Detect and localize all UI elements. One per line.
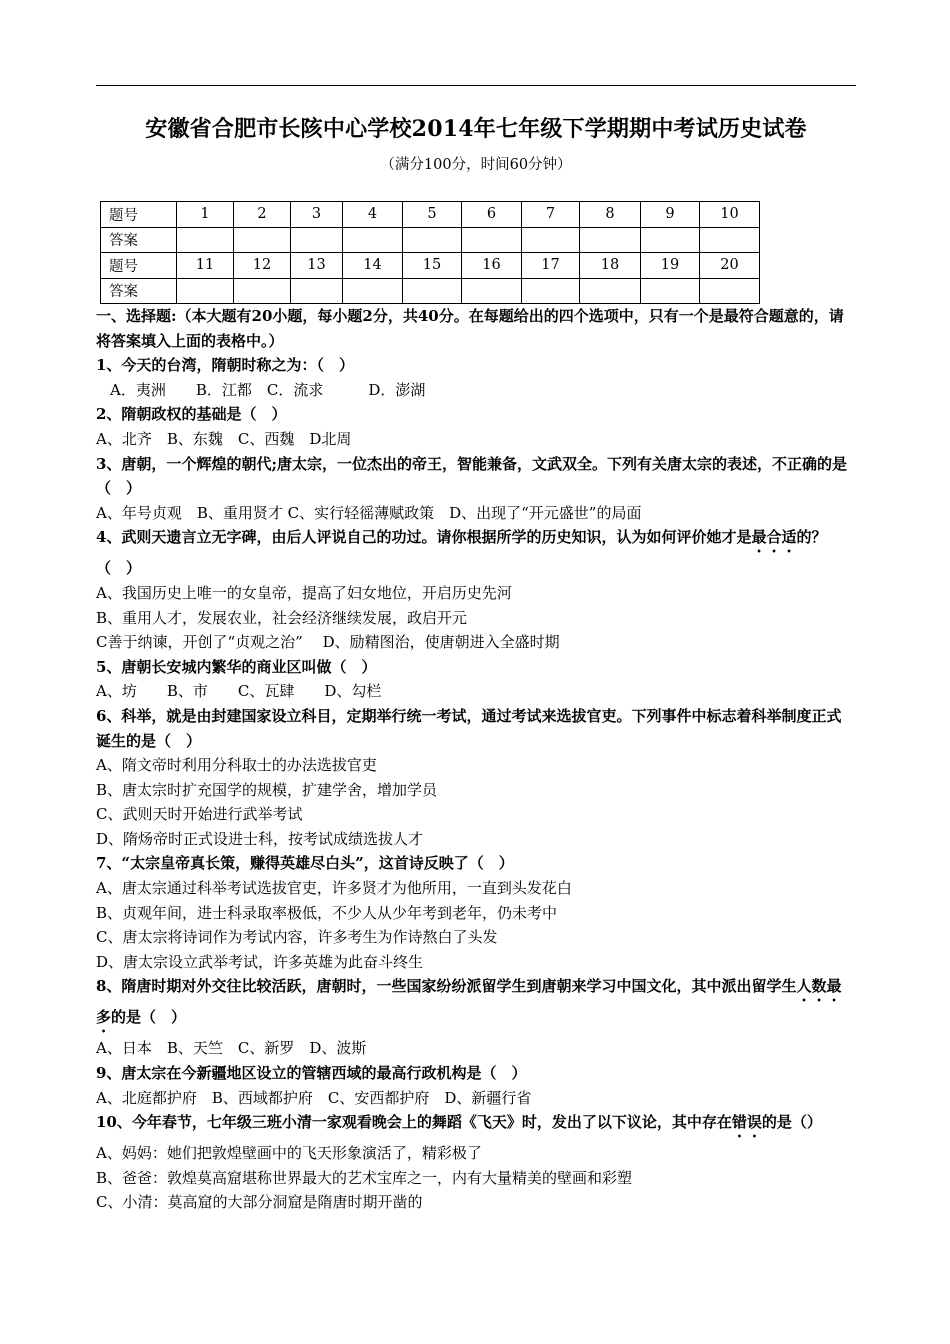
answer-cell[interactable] [522,278,580,304]
answer-cell[interactable] [641,278,700,304]
answer-option: A、隋文帝时利用分科取士的办法选拔官吏 [96,756,377,775]
answer-cell[interactable] [291,278,343,304]
question-number-cell: 15 [403,253,462,279]
question-number-cell: 6 [462,202,522,228]
question-number-cell: 9 [641,202,700,228]
question-stem-text: 8、隋唐时期对外交往比较活跃，唐朝时，一些国家纷纷派留学生到唐朝来学习中国文化，其中派出留学生 [96,977,797,996]
header-rule [96,85,856,86]
question-stem-text: 的是（） [761,1113,822,1132]
answer-cell[interactable] [700,278,760,304]
question-body [96,304,856,1215]
answer-cell[interactable] [580,278,641,304]
answer-option: B、爸爸：敦煌莫高窟堪称世界最大的艺术宝库之一，内有大量精美的壁画和彩塑 [96,1168,633,1187]
question-stem-text: 4、武则天遗言立无字碑，由后人评说自己的功过。请你根据所学的历史知识，认为如何评价她才是 [96,528,752,547]
emphasized-text: 最合适 [751,528,797,547]
question-stem [96,1110,856,1141]
answer-table-label: 题号 [101,202,177,228]
answer-option: C、武则天时开始进行武举考试 [96,805,303,824]
emphasized-text: 错误 [731,1113,762,1132]
emphasized-text: 人数最多 [96,977,842,1027]
question-number-cell: 7 [522,202,580,228]
answer-cell[interactable] [234,278,291,304]
question-stem-text: 10、今年春节，七年级三班小清一家观看晚会上的舞蹈《飞天》时，发出了以下议论，其中存在 [96,1113,732,1132]
answer-cell[interactable] [700,227,760,253]
answer-option: B、唐太宗时扩充国学的规模，扩建学舍，增加学员 [96,780,438,799]
question-number-cell: 16 [462,253,522,279]
answer-cell[interactable] [462,278,522,304]
question-number-cell: 19 [641,253,700,279]
answer-table-label: 答案 [101,227,177,253]
answer-cell[interactable] [580,227,641,253]
exam-title: 安徽省合肥市长陔中心学校2014年七年级下学期期中考试历史试卷 [145,116,807,142]
answer-cell[interactable] [177,227,234,253]
answer-option: A．夷洲 B．江都 C．流求 D．澎湖 [110,380,426,399]
answer-cell[interactable] [403,227,462,253]
question-number-cell: 18 [580,253,641,279]
exam-subtitle: （满分100分，时间60分钟） [380,157,572,173]
answer-cell[interactable] [343,278,403,304]
answer-option: D、唐太宗设立武举考试，许多英雄为此奋斗终生 [96,952,424,971]
question-number-cell: 17 [522,253,580,279]
answer-cell[interactable] [403,278,462,304]
question-stem [96,974,856,1036]
question-list [96,353,856,1215]
question-number-cell: 5 [403,202,462,228]
question-number-cell: 3 [291,202,343,228]
question-number-cell: 4 [343,202,403,228]
answer-option: A、日本 B、天竺 C、新罗 D、波斯 [96,1039,367,1058]
question-stem: 9、唐太宗在今新疆地区设立的管辖西域的最高行政机构是（ ） [96,1064,527,1083]
question-number-cell: 8 [580,202,641,228]
answer-option: C、唐太宗将诗词作为考试内容，许多考生为作诗熬白了头发 [96,928,498,947]
answer-option: C善于纳谏，开创了“贞观之治” D、励精图治，使唐朝进入全盛时期 [96,633,560,652]
answer-option: A、我国历史上唯一的女皇帝，提高了妇女地位，开启历史先河 [96,583,512,602]
answer-cell[interactable] [343,227,403,253]
answer-cell[interactable] [462,227,522,253]
answer-table-label: 答案 [101,278,177,304]
answer-option: A、坊 B、市 C、瓦肆 D、勾栏 [96,682,382,701]
answer-table-label: 题号 [101,253,177,279]
answer-option: B、贞观年间，进士科录取率极低，不少人从少年考到老年，仍未考中 [96,903,558,922]
answer-cell[interactable] [641,227,700,253]
section-heading: 一、选择题:（本大题有20小题，每小题2分，共40分。在每题给出的四个选项中，只有一个是最符合题意的，请将答案填入上面的表格中。） [96,307,844,350]
question-stem-text: 的？（ ） [96,528,827,578]
answer-table-row [101,253,760,279]
answer-cell[interactable] [291,227,343,253]
answer-option: A、妈妈：她们把敦煌壁画中的飞天形象演活了，精彩极了 [96,1144,482,1163]
question-number-cell: 14 [343,253,403,279]
question-stem: 3、唐朝，一个辉煌的朝代;唐太宗，一位杰出的帝王，智能兼备，文武双全。下列有关唐太宗的表述，不正确的是（ ） [96,454,847,498]
answer-table-row [101,278,760,304]
question-number-cell: 12 [234,253,291,279]
answer-option: D、隋炀帝时正式设进士科，按考试成绩选拔人才 [96,829,424,848]
question-number-cell: 10 [700,202,760,228]
question-number-cell: 11 [177,253,234,279]
answer-option: A、北庭都护府 B、西域都护府 C、安西都护府 D、新疆行省 [96,1088,532,1107]
answer-cell[interactable] [522,227,580,253]
answer-table-row [101,202,760,228]
answer-option: C、小清：莫高窟的大部分洞窟是隋唐时期开凿的 [96,1193,423,1212]
question-number-cell: 2 [234,202,291,228]
question-number-cell: 20 [700,253,760,279]
question-stem: 2、隋朝政权的基础是（ ） [96,405,287,424]
question-stem [96,525,856,581]
answer-option: B、重用人才，发展农业，社会经济继续发展，政启开元 [96,608,468,627]
question-stem: 5、唐朝长安城内繁华的商业区叫做（ ） [96,657,377,676]
question-stem: 6、科举，就是由封建国家设立科目，定期举行统一考试，通过考试来选拔官吏。下列事件中标志着科举制度正式诞生的是（ ） [96,706,842,750]
question-number-cell: 13 [291,253,343,279]
question-stem-text: 的是（ ） [111,1008,187,1027]
question-number-cell: 1 [177,202,234,228]
answer-option: A、北齐 B、东魏 C、西魏 D北周 [96,429,352,448]
answer-cell[interactable] [177,278,234,304]
answer-table [100,201,760,304]
answer-table-row [101,227,760,253]
question-stem: 7、“太宗皇帝真长策，赚得英雄尽白头”，这首诗反映了（ ） [96,854,514,873]
question-stem: 1、今天的台湾，隋朝时称之为：（ ） [96,356,354,375]
answer-option: A、唐太宗通过科举考试选拔官吏，许多贤才为他所用，一直到头发花白 [96,879,572,898]
answer-cell[interactable] [234,227,291,253]
answer-option: A、年号贞观 B、重用贤才 C、实行轻徭薄赋政策 D、出现了“开元盛世”的局面 [96,503,642,522]
